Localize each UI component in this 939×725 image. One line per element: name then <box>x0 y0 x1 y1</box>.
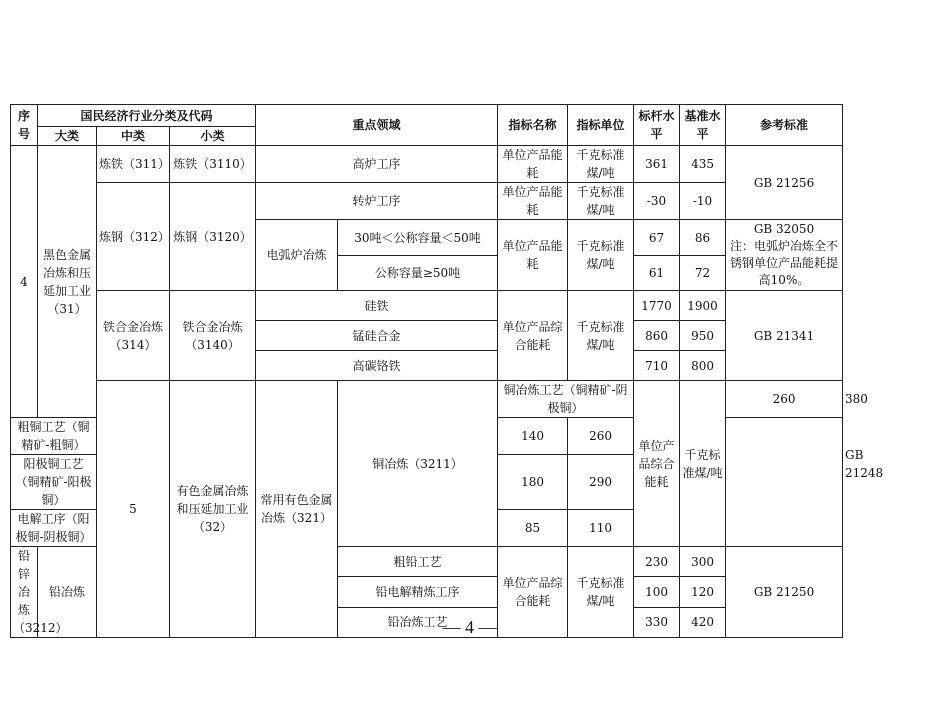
indicator-unit: 千克标准煤/吨 <box>568 220 634 291</box>
benchmark-value: 100 <box>634 577 680 607</box>
header-reference: 参考标准 <box>726 105 843 146</box>
area-high-carbon-ferrochrome: 高碳铬铁 <box>256 351 498 381</box>
baseline-value: -10 <box>680 183 726 220</box>
indicator-unit: 千克标准煤/吨 <box>568 146 634 183</box>
header-indicator-unit: 指标单位 <box>568 105 634 146</box>
indicator-name: 单位产品综合能耗 <box>634 381 680 547</box>
minor-lead-zinc-smelting: 铅锌冶炼（3212） <box>11 547 38 638</box>
indicator-name: 单位产品能耗 <box>498 183 568 220</box>
area-crude-lead: 粗铅工艺 <box>338 547 498 577</box>
benchmark-value: 710 <box>634 351 680 381</box>
indicator-unit: 千克标准煤/吨 <box>568 547 634 638</box>
baseline-value: 300 <box>680 547 726 577</box>
indicator-unit: 千克标准煤/吨 <box>568 291 634 381</box>
area-lead-smelting-process: 铅冶炼工艺 <box>338 607 498 637</box>
benchmark-value: 860 <box>634 321 680 351</box>
reference-standard: GB 21341 <box>726 291 843 381</box>
indicator-name: 单位产品综合能耗 <box>498 291 568 381</box>
indicator-name: 单位产品能耗 <box>498 146 568 183</box>
minor-ferroalloy: 铁合金冶炼（3140） <box>170 291 256 381</box>
header-minor: 小类 <box>170 127 256 146</box>
baseline-value: 420 <box>680 607 726 637</box>
baseline-value: 110 <box>568 510 634 547</box>
header-baseline: 基准水平 <box>680 105 726 146</box>
major-ferrous: 黑色金属冶炼和压延加工业（31） <box>38 146 97 418</box>
area-lead-electrorefining: 铅电解精炼工序 <box>338 577 498 607</box>
area-electrolysis: 电解工序（阳极铜-阴极铜） <box>11 510 97 547</box>
benchmark-value: 330 <box>634 607 680 637</box>
area-ferrosilicon: 硅铁 <box>256 291 498 321</box>
area-lead-smelting: 铅冶炼 <box>38 547 97 638</box>
baseline-value: 950 <box>680 321 726 351</box>
medium-ferroalloy: 铁合金冶炼（314） <box>97 291 170 381</box>
baseline-value: 120 <box>680 577 726 607</box>
benchmark-value: 180 <box>498 455 568 510</box>
indicator-unit: 千克标准煤/吨 <box>568 183 634 220</box>
energy-benchmark-table: 序号 国民经济行业分类及代码 重点领域 指标名称 指标单位 标杆水平 基准水平 参考标准 大类 中类 小类 4 黑色金属冶炼和压延加工业（31） 炼铁（311） 炼铁（3110） 高炉工序 单位产品能耗 千克标准煤/吨 361 435 GB 21256 炼钢（312） 炼钢（3120） 转炉工序 单位产品能耗 千克标准煤/吨 -30 -10 电弧炉冶炼 30吨＜公称容量＜50吨 单位产品能耗 千克标准煤/吨 67 86 GB 32050 注：电弧炉冶炼全不锈钢单位产品能耗提高10%。 公称容量≥50吨 61 72 铁合金冶炼（314） 铁合金冶炼（3140） 硅铁 单位产品综合能耗 千克标准煤/吨 1770 1900 GB 21341 锰硅合金 860 950 高碳铬铁 710 800 5 有色金属冶炼和压延加工业（32） 常用有色金属冶炼（321） 铜冶炼（3211） 铜冶炼工艺（铜精矿-阴极铜） 单位产品综合能耗 千克标准煤/吨 260 380 GB 21248 粗铜工艺（铜精矿-粗铜） 140 260 阳极铜工艺（铜精矿-阳极铜） 180 290 电解工序（阳极铜-阴极铜） 85 110 铅锌冶炼（3212） 铅冶炼 粗铅工艺 单位产品综合能耗 千克标准煤/吨 230 300 GB 21250 铅电解精炼工序 100 120 铅冶炼工艺 330 420 <box>10 104 843 638</box>
area-blister-copper: 粗铜工艺（铜精矿-粗铜） <box>11 418 97 455</box>
benchmark-value: 85 <box>498 510 568 547</box>
header-indicator-name: 指标名称 <box>498 105 568 146</box>
baseline-value: 800 <box>680 351 726 381</box>
area-eaf-large: 公称容量≥50吨 <box>338 256 498 291</box>
reference-standard: GB 21256 <box>726 146 843 220</box>
header-medium: 中类 <box>97 127 170 146</box>
area-converter: 转炉工序 <box>256 183 498 220</box>
benchmark-value: 61 <box>634 256 680 291</box>
minor-steelmaking: 炼钢（3120） <box>170 183 256 291</box>
header-industry-classification: 国民经济行业分类及代码 <box>38 105 256 127</box>
benchmark-value: -30 <box>634 183 680 220</box>
benchmark-value: 1770 <box>634 291 680 321</box>
minor-copper-smelting: 铜冶炼（3211） <box>338 381 498 547</box>
area-anode-copper: 阳极铜工艺（铜精矿-阳极铜） <box>11 455 97 510</box>
baseline-value: 1900 <box>680 291 726 321</box>
seq-4: 4 <box>11 146 38 418</box>
benchmark-value: 67 <box>634 220 680 256</box>
baseline-value: 290 <box>568 455 634 510</box>
benchmark-value: 260 <box>726 381 843 418</box>
medium-steelmaking: 炼钢（312） <box>97 183 170 291</box>
reference-standard: GB 21250 <box>726 547 843 638</box>
seq-5: 5 <box>97 381 170 638</box>
page-number: — 4 — <box>442 617 497 637</box>
header-seq: 序号 <box>11 105 38 146</box>
medium-ironmaking: 炼铁（311） <box>97 146 170 183</box>
baseline-value: 72 <box>680 256 726 291</box>
benchmark-value: 361 <box>634 146 680 183</box>
minor-ironmaking: 炼铁（3110） <box>170 146 256 183</box>
header-benchmark: 标杆水平 <box>634 105 680 146</box>
benchmark-value: 230 <box>634 547 680 577</box>
header-focus-area: 重点领域 <box>256 105 498 146</box>
indicator-unit: 千克标准煤/吨 <box>680 381 726 547</box>
baseline-value: 86 <box>680 220 726 256</box>
area-silicomanganese: 锰硅合金 <box>256 321 498 351</box>
major-nonferrous: 有色金属冶炼和压延加工业（32） <box>170 381 256 638</box>
indicator-name: 单位产品能耗 <box>498 220 568 291</box>
medium-common-nonferrous: 常用有色金属冶炼（321） <box>256 381 338 638</box>
area-electric-arc-furnace: 电弧炉冶炼 <box>256 220 338 291</box>
header-major: 大类 <box>38 127 97 146</box>
indicator-name: 单位产品综合能耗 <box>498 547 568 638</box>
baseline-value: 260 <box>568 418 634 455</box>
reference-standard: GB 32050 注：电弧炉冶炼全不锈钢单位产品能耗提高10%。 <box>726 220 843 291</box>
area-eaf-small: 30吨＜公称容量＜50吨 <box>338 220 498 256</box>
area-blast-furnace: 高炉工序 <box>256 146 498 183</box>
benchmark-value: 140 <box>498 418 568 455</box>
baseline-value: 435 <box>680 146 726 183</box>
area-copper-process: 铜冶炼工艺（铜精矿-阴极铜） <box>498 381 634 418</box>
